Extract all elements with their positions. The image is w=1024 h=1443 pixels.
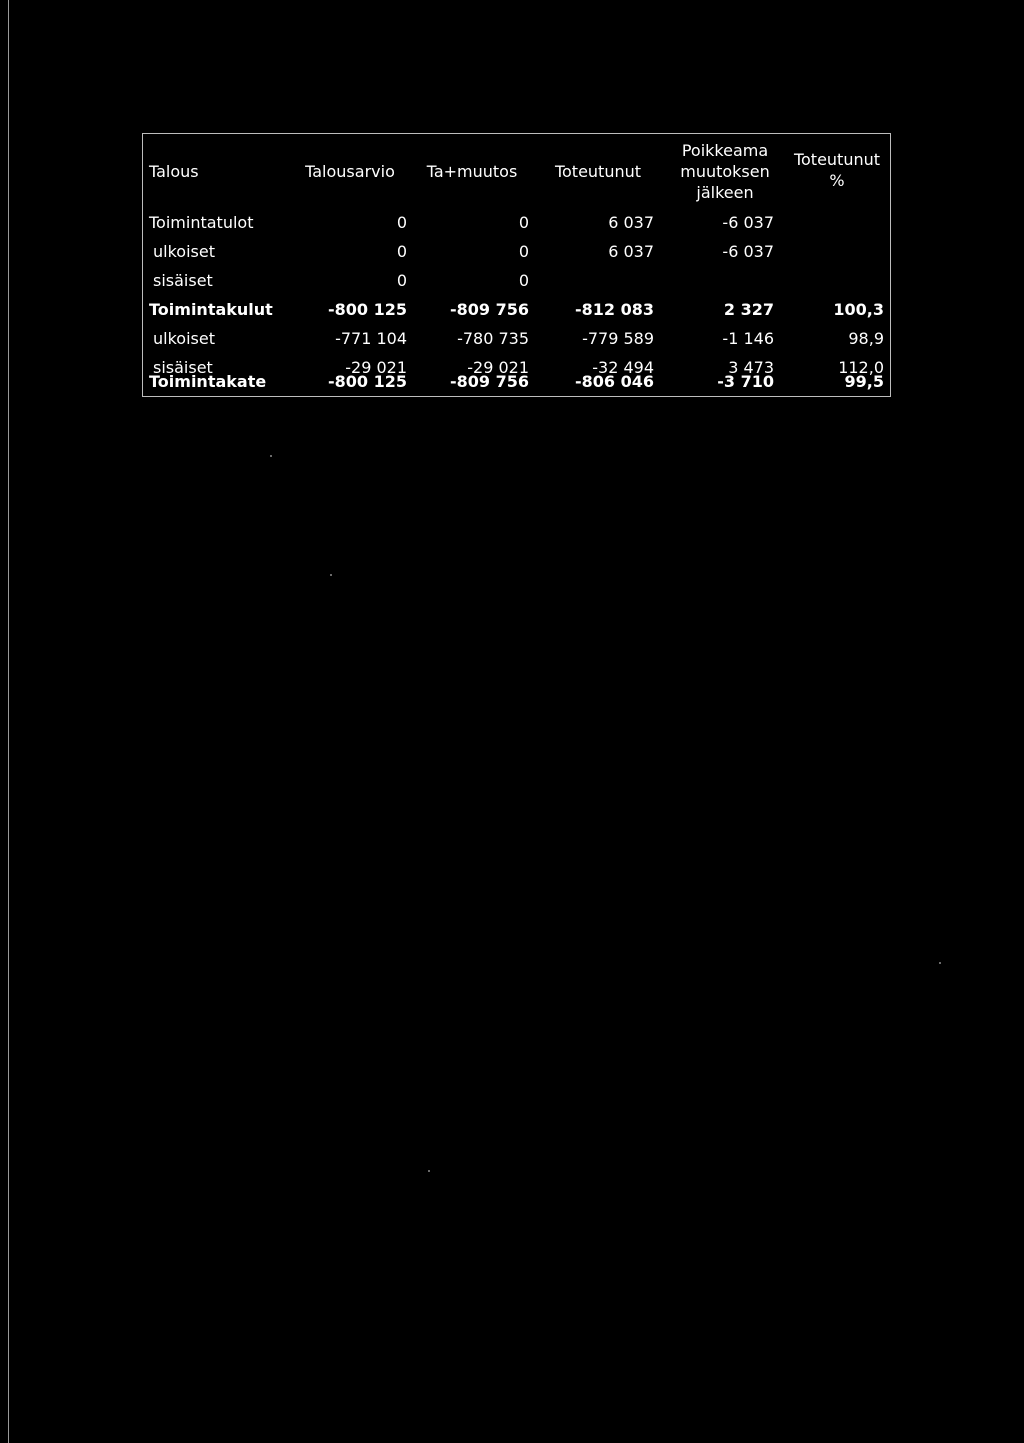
table-row: [143, 266, 890, 295]
header-talous: Talous: [149, 161, 199, 181]
row-label: sisäiset: [153, 271, 213, 290]
cell-poikkeama: -1 146: [722, 329, 774, 348]
financial-table: [142, 133, 891, 397]
table-row: [143, 208, 890, 237]
cell-toteutunut-pct: 112,0: [838, 358, 884, 377]
scan-speck: [939, 962, 941, 964]
cell-poikkeama: 3 473: [728, 358, 774, 377]
table-row: [143, 372, 890, 396]
row-label: ulkoiset: [153, 329, 215, 348]
row-label: Toimintatulot: [149, 213, 254, 232]
cell-toteutunut: [533, 266, 654, 295]
cell-toteutunut: -812 083: [574, 300, 654, 319]
cell-poikkeama: -3 710: [717, 372, 774, 391]
page-edge-line: [8, 0, 9, 1443]
cell-poikkeama: 2 327: [723, 300, 774, 319]
cell-talousarvio: 0: [396, 213, 407, 232]
table-header-row: [143, 134, 890, 208]
cell-talousarvio: 0: [396, 242, 407, 261]
cell-ta-muutos: -809 756: [449, 372, 529, 391]
cell-talousarvio: -771 104: [335, 329, 407, 348]
row-label: Toimintakulut: [149, 300, 273, 319]
header-poikkeama: Poikkeama muutoksen jälkeen: [680, 140, 770, 202]
cell-ta-muutos: -780 735: [457, 329, 529, 348]
cell-toteutunut: -779 589: [582, 329, 654, 348]
table-row: [143, 295, 890, 324]
cell-toteutunut-pct: 100,3: [833, 300, 884, 319]
scan-speck: [270, 455, 272, 457]
cell-ta-muutos: 0: [518, 242, 529, 261]
cell-ta-muutos: 0: [518, 213, 529, 232]
cell-poikkeama: [658, 266, 774, 295]
cell-talousarvio: -29 021: [345, 358, 407, 377]
header-talousarvio: Talousarvio: [305, 161, 395, 181]
cell-toteutunut: -32 494: [592, 358, 654, 377]
cell-ta-muutos: -29 021: [467, 358, 529, 377]
cell-poikkeama: -6 037: [722, 213, 774, 232]
header-ta-muutos: Ta+muutos: [426, 161, 518, 181]
cell-talousarvio: -800 125: [327, 300, 407, 319]
cell-toteutunut-pct: 98,9: [848, 329, 884, 348]
cell-toteutunut-pct: 99,5: [844, 372, 884, 391]
cell-toteutunut-pct: [783, 208, 884, 237]
header-toteutunut: Toteutunut: [554, 161, 642, 181]
cell-toteutunut-pct: [783, 266, 884, 295]
header-toteutunut-pct: Toteutunut %: [793, 150, 881, 190]
cell-talousarvio: -800 125: [327, 372, 407, 391]
cell-toteutunut: 6 037: [608, 213, 654, 232]
cell-ta-muutos: -809 756: [449, 300, 529, 319]
row-label: Toimintakate: [149, 372, 267, 391]
table-row: [143, 324, 890, 353]
cell-toteutunut: 6 037: [608, 242, 654, 261]
cell-toteutunut: -806 046: [574, 372, 654, 391]
cell-poikkeama: -6 037: [722, 242, 774, 261]
row-label: sisäiset: [153, 358, 213, 377]
scan-speck: [330, 574, 332, 576]
scan-speck: [428, 1170, 430, 1172]
cell-ta-muutos: 0: [518, 271, 529, 290]
row-label: ulkoiset: [153, 242, 215, 261]
table-row: [143, 237, 890, 266]
cell-talousarvio: 0: [396, 271, 407, 290]
cell-toteutunut-pct: [783, 237, 884, 266]
